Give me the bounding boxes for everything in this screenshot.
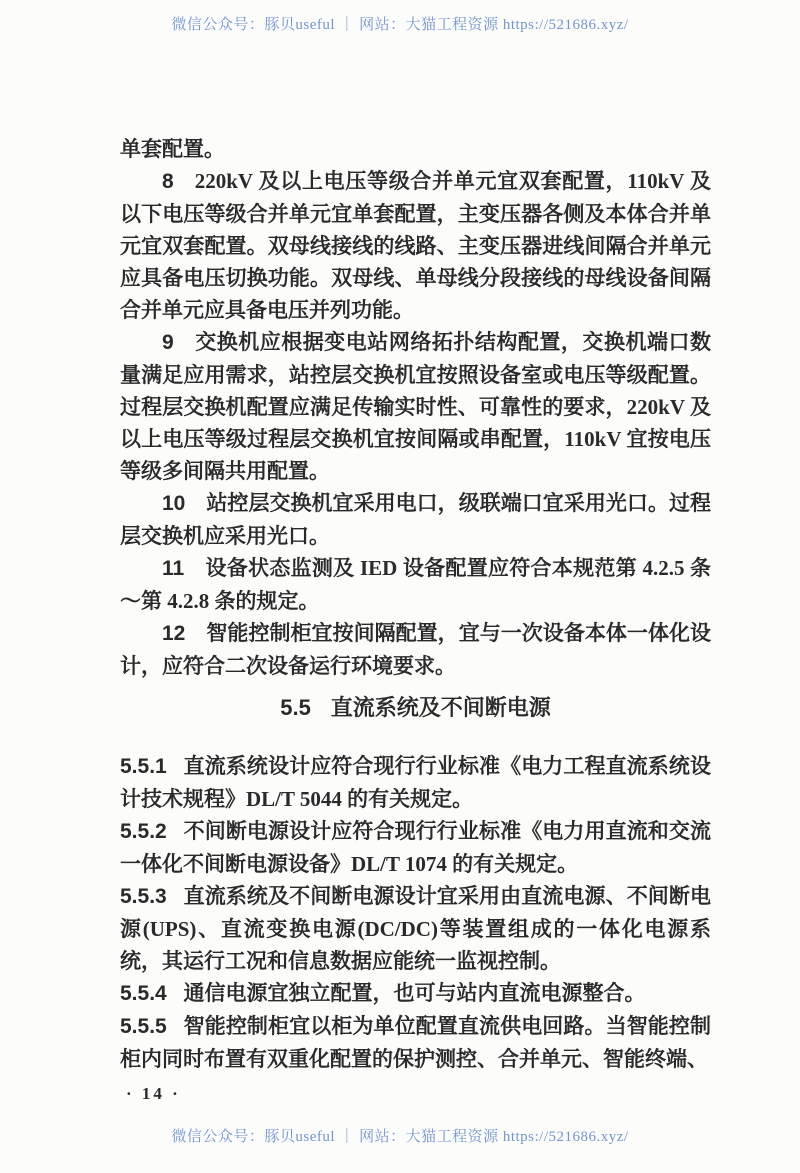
clause-5-5-2 [120,815,711,880]
clause-5-5-4 [120,977,711,1010]
clause-text: 直流系统设计应符合现行行业标准《电力工程直流系统设计技术规程》DL/T 5044 的有关规定。 [120,754,711,811]
page-content [120,133,711,1106]
item-number: 11 [162,557,185,580]
section-heading [120,692,711,724]
clause-text: 通信电源宜独立配置，也可与站内直流电源整合。 [183,981,646,1005]
numbered-item-8 [120,165,711,326]
footer-watermark: 微信公众号：豚贝useful ｜ 网站：大猫工程资源 https://521686.xyz/ [171,1129,629,1145]
item-number: 12 [162,622,186,645]
item-number: 10 [162,492,186,515]
paragraph-continuation: 单套配置。 [120,137,225,161]
item-text: 交换机应根据变电站网络拓扑结构配置，交换机端口数量满足应用需求，站控层交换机宜按照设备室或电压等级配置。过程层交换机配置应满足传输实时性、可靠性的要求，220kV 及以上电压等级过程层交换机宜按间隔或串配置，110kV 宜按电压等级多间隔共用配置。 [120,330,711,483]
clause-number: 5.5.5 [120,1015,167,1038]
section-number: 5.5 [280,695,311,720]
section-title: 直流系统及不间断电源 [330,695,551,720]
item-text: 站控层交换机宜采用电口，级联端口宜采用光口。过程层交换机应采用光口。 [120,491,711,548]
item-number: 8 [162,170,174,193]
numbered-item-12 [120,617,711,682]
clause-text: 智能控制柜宜以柜为单位配置直流供电回路。当智能控制柜内同时布置有双重化配置的保护测控、合并单元、智能终端、 [120,1014,711,1071]
header-watermark: 微信公众号：豚贝useful ｜ 网站：大猫工程资源 https://521686.xyz/ [171,17,629,33]
item-number: 9 [162,331,174,354]
item-text: 智能控制柜宜按间隔配置，宜与一次设备本体一体化设计，应符合二次设备运行环境要求。 [120,621,711,678]
numbered-item-9 [120,326,711,487]
clause-text: 不间断电源设计应符合现行行业标准《电力用直流和交流一体化不间断电源设备》DL/T 1074 的有关规定。 [120,819,711,876]
clause-text: 直流系统及不间断电源设计宜采用由直流电源、不间断电源(UPS)、直流变换电源(DC/DC)等装置组成的一体化电源系统，其运行工况和信息数据应能统一监视控制。 [120,884,711,973]
clause-5-5-1 [120,750,711,815]
numbered-item-11 [120,552,711,617]
numbered-item-10 [120,487,711,552]
clause-5-5-5 [120,1010,711,1075]
clause-number: 5.5.1 [120,755,167,778]
clause-5-5-3 [120,880,711,977]
clause-number: 5.5.2 [120,820,167,843]
clause-number: 5.5.3 [120,885,167,908]
clause-number: 5.5.4 [120,982,167,1005]
item-text: 220kV 及以上电压等级合并单元宜双套配置，110kV 及以下电压等级合并单元宜单套配置，主变压器各侧及本体合并单元宜双套配置。双母线接线的线路、主变压器进线间隔合并单元应具备电压切换功能。双母线、单母线分段接线的母线设备间隔合并单元应具备电压并列功能。 [120,169,711,322]
page-number: · 14 · [126,1084,181,1103]
item-text: 设备状态监测及 IED 设备配置应符合本规范第 4.2.5 条～第 4.2.8 条的规定。 [120,556,711,613]
